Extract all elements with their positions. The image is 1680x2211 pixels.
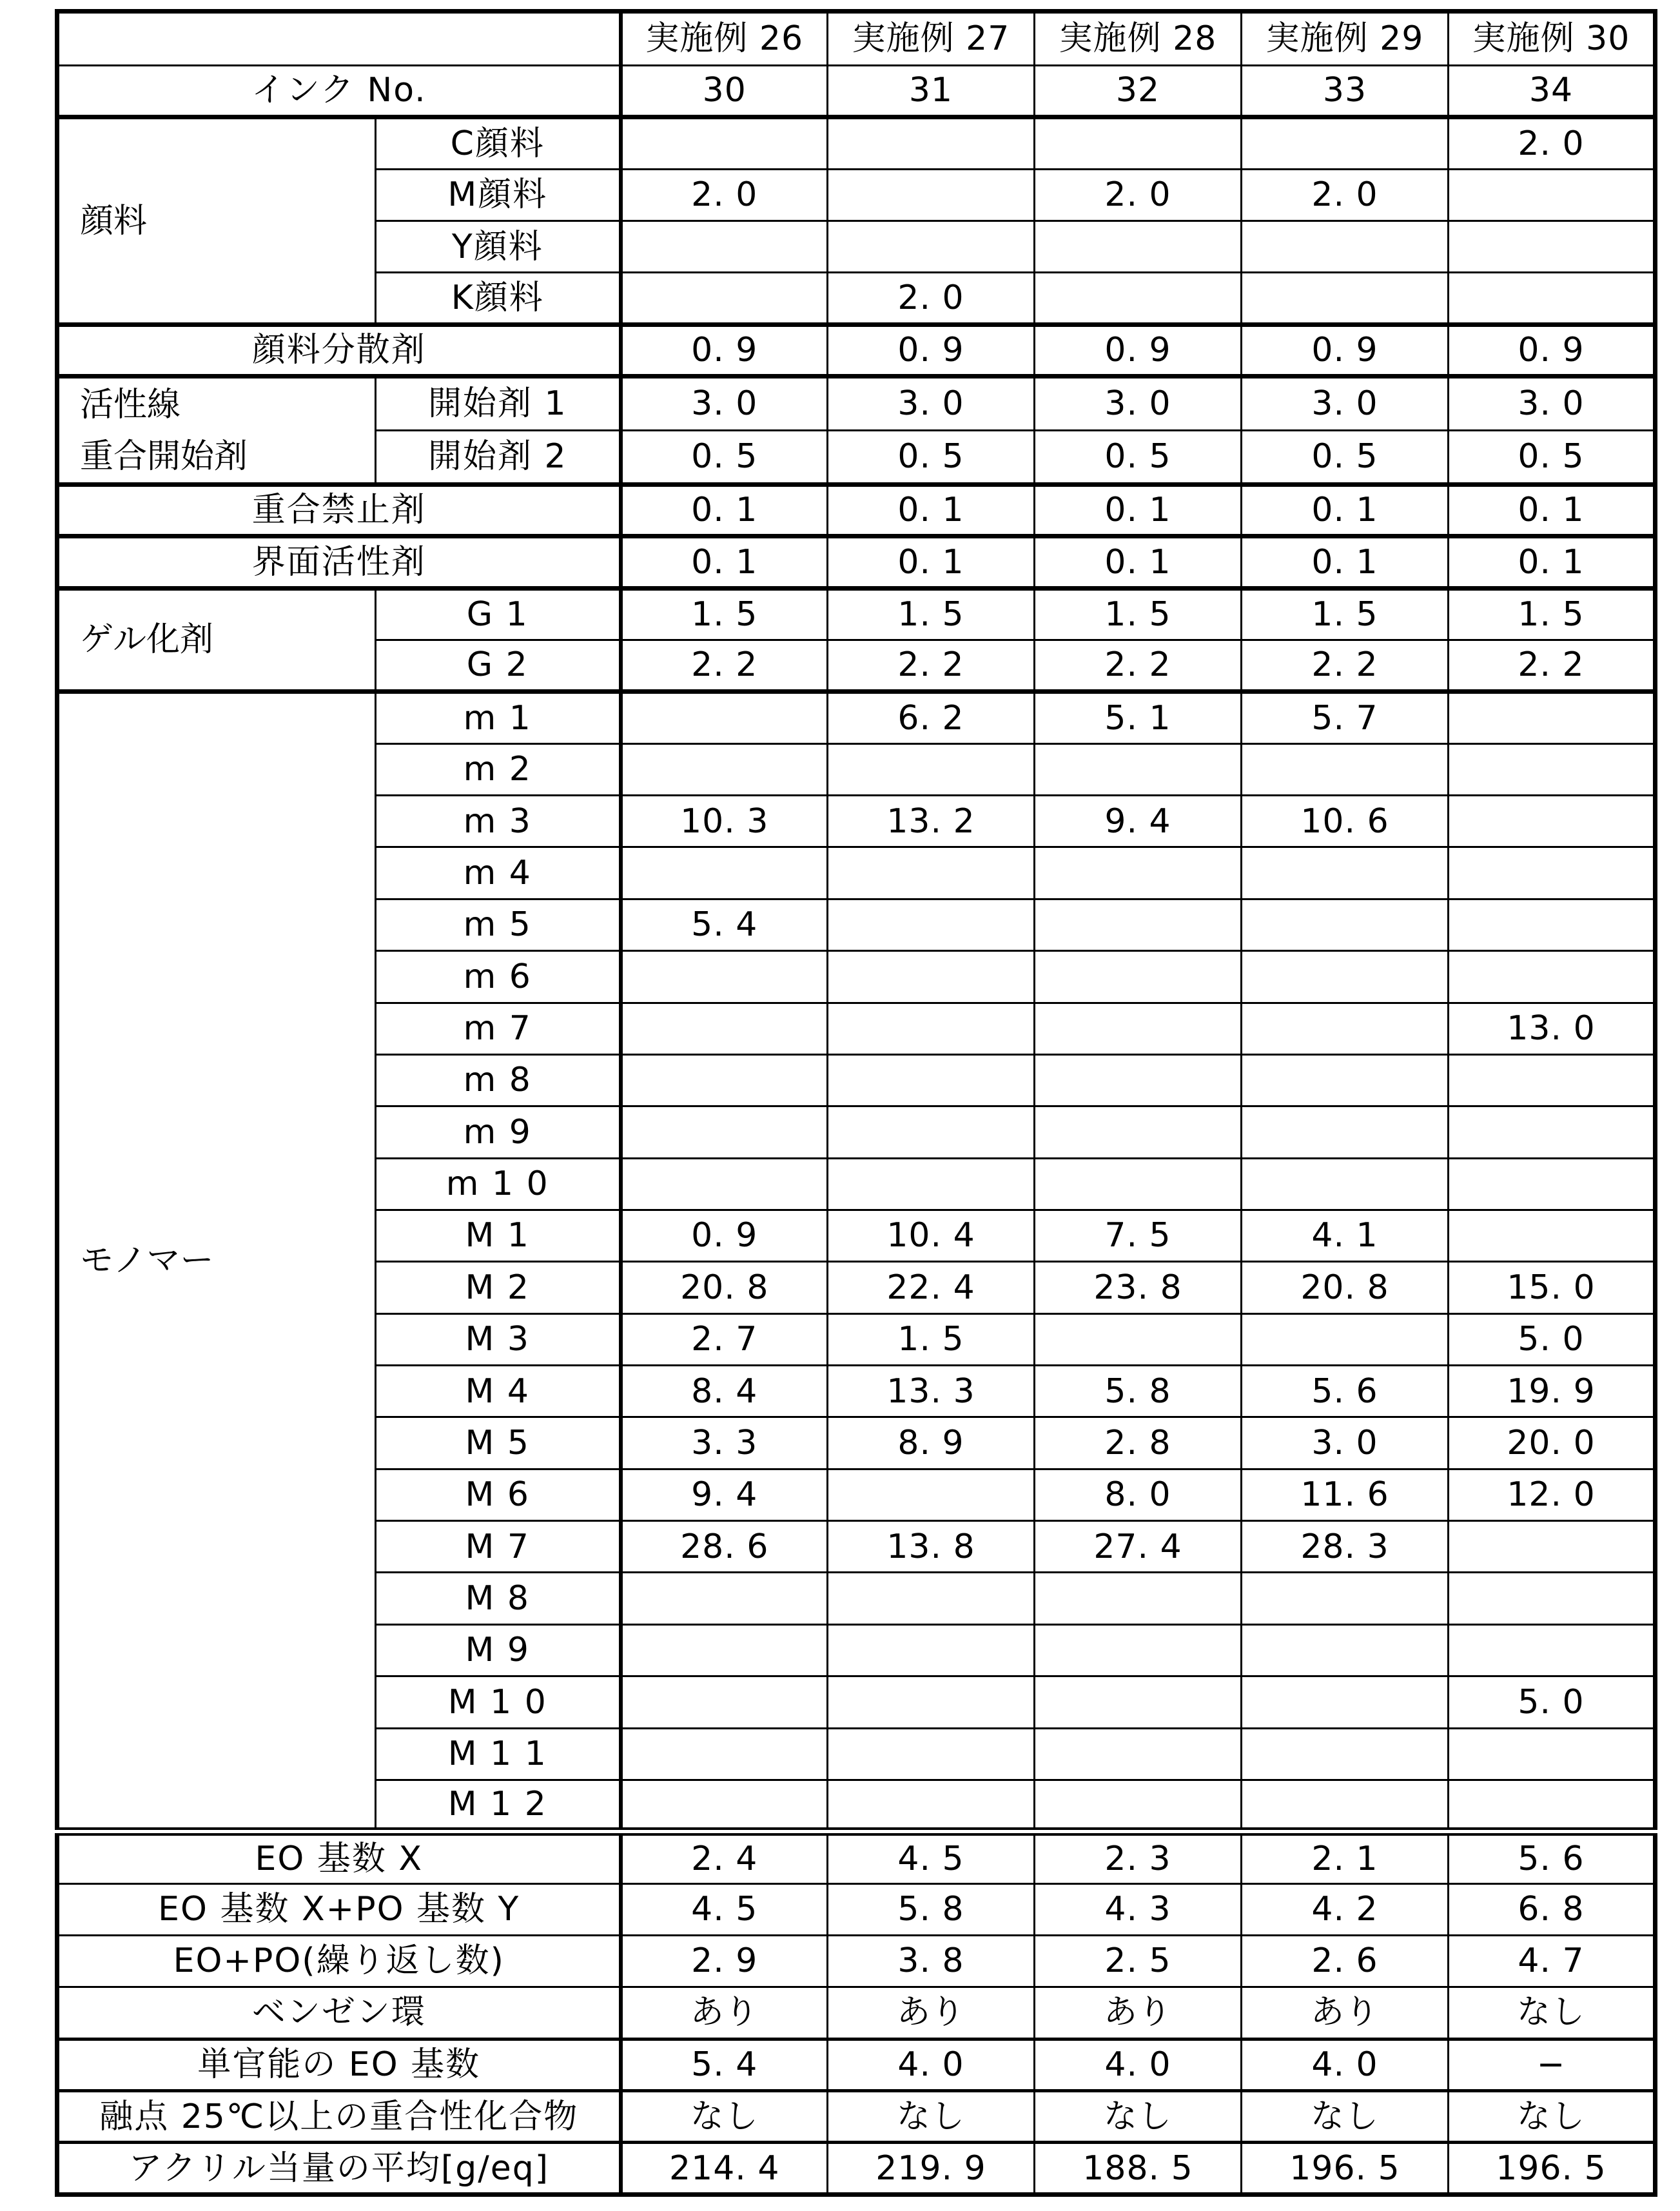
data-cell <box>621 951 828 1003</box>
data-cell <box>621 743 828 795</box>
data-cell <box>1242 1780 1449 1831</box>
data-cell: なし <box>621 2091 828 2143</box>
data-cell <box>621 1573 828 1624</box>
data-cell <box>828 1573 1035 1624</box>
data-cell: あり <box>1242 1987 1449 2039</box>
data-cell: 2. 9 <box>621 1935 828 1987</box>
data-cell: 9. 4 <box>1035 796 1242 847</box>
data-cell <box>1449 796 1656 847</box>
data-cell: 8. 9 <box>828 1417 1035 1469</box>
row-label: ベンゼン環 <box>57 1987 621 2039</box>
corner-cell <box>57 12 621 66</box>
data-cell: 0. 9 <box>828 324 1035 376</box>
row-group-label: 顔料 <box>57 117 376 324</box>
data-cell <box>1035 899 1242 950</box>
data-cell: あり <box>621 1987 828 2039</box>
data-cell <box>1242 221 1449 273</box>
table-row <box>57 324 1656 376</box>
data-cell <box>1035 273 1242 324</box>
data-cell: 4. 1 <box>1242 1210 1449 1261</box>
table-head <box>57 12 1656 66</box>
data-cell <box>1449 221 1656 273</box>
data-cell <box>1242 1158 1449 1210</box>
header-row <box>57 12 1656 66</box>
data-cell: 8. 0 <box>1035 1469 1242 1520</box>
data-cell <box>828 1780 1035 1831</box>
data-cell <box>621 273 828 324</box>
data-cell: 1. 5 <box>828 1313 1035 1365</box>
data-cell: 2. 2 <box>1242 640 1449 691</box>
data-cell <box>621 221 828 273</box>
data-cell: 5. 8 <box>1035 1366 1242 1417</box>
data-cell <box>1242 951 1449 1003</box>
data-cell: 10. 3 <box>621 796 828 847</box>
row-label: m 1 <box>376 692 621 743</box>
row-label: Y顔料 <box>376 221 621 273</box>
data-cell <box>621 1158 828 1210</box>
data-cell: 0. 1 <box>828 484 1035 536</box>
row-label: 融点 25℃以上の重合性化合物 <box>57 2091 621 2143</box>
data-cell <box>828 743 1035 795</box>
data-cell <box>1449 1210 1656 1261</box>
data-cell <box>1035 951 1242 1003</box>
data-cell <box>1035 1106 1242 1158</box>
data-cell: 10. 4 <box>828 1210 1035 1261</box>
data-cell <box>1242 1003 1449 1054</box>
data-cell <box>1035 117 1242 169</box>
data-cell: 0. 5 <box>1449 431 1656 485</box>
data-cell: 4. 5 <box>621 1883 828 1935</box>
data-cell <box>828 1728 1035 1780</box>
data-cell: 4. 2 <box>1242 1883 1449 1935</box>
data-cell: 0. 9 <box>1449 324 1656 376</box>
data-cell <box>1242 1676 1449 1728</box>
data-cell: 0. 1 <box>1242 484 1449 536</box>
data-cell: 13. 0 <box>1449 1003 1656 1054</box>
data-cell <box>1035 1158 1242 1210</box>
data-cell <box>828 1106 1035 1158</box>
data-cell: 2. 5 <box>1035 1935 1242 1987</box>
data-cell: 2. 4 <box>621 1832 828 1883</box>
data-cell: 2. 0 <box>1449 117 1656 169</box>
data-cell <box>1242 1573 1449 1624</box>
table-row <box>57 588 1656 640</box>
data-cell: 2. 3 <box>1035 1832 1242 1883</box>
data-cell: 22. 4 <box>828 1262 1035 1313</box>
data-cell <box>621 1106 828 1158</box>
data-cell: 3. 0 <box>828 377 1035 431</box>
data-cell: 3. 0 <box>1242 1417 1449 1469</box>
data-cell <box>1242 847 1449 899</box>
row-label: インク No. <box>57 66 621 117</box>
data-cell: 5. 4 <box>621 2039 828 2090</box>
row-label: M 8 <box>376 1573 621 1624</box>
table-row <box>57 377 1656 431</box>
data-cell: 188. 5 <box>1035 2143 1242 2195</box>
data-cell <box>1035 1054 1242 1106</box>
data-cell: なし <box>1035 2091 1242 2143</box>
data-cell: 11. 6 <box>1242 1469 1449 1520</box>
row-label: M 5 <box>376 1417 621 1469</box>
column-header: 実施例 29 <box>1242 12 1449 66</box>
data-cell: 2. 2 <box>1035 640 1242 691</box>
data-cell <box>1449 1780 1656 1831</box>
data-cell <box>828 1054 1035 1106</box>
data-cell <box>1449 847 1656 899</box>
data-cell: 7. 5 <box>1035 1210 1242 1261</box>
data-cell: 5. 6 <box>1449 1832 1656 1883</box>
data-cell: 4. 0 <box>1035 2039 1242 2090</box>
data-cell <box>1449 1728 1656 1780</box>
table-row <box>57 2091 1656 2143</box>
row-label: M顔料 <box>376 169 621 221</box>
data-cell: 0. 9 <box>1035 324 1242 376</box>
data-cell <box>621 1676 828 1728</box>
data-cell <box>1449 692 1656 743</box>
data-cell <box>1242 743 1449 795</box>
data-cell: 196. 5 <box>1449 2143 1656 2195</box>
data-cell <box>828 1469 1035 1520</box>
data-cell: 3. 0 <box>1035 377 1242 431</box>
data-cell <box>1242 1054 1449 1106</box>
table-row <box>57 2143 1656 2195</box>
row-label: M 1 <box>376 1210 621 1261</box>
data-cell: 23. 8 <box>1035 1262 1242 1313</box>
data-cell: 20. 8 <box>621 1262 828 1313</box>
data-cell <box>828 221 1035 273</box>
data-cell: 3. 3 <box>621 1417 828 1469</box>
data-cell <box>1449 899 1656 950</box>
row-label: m 5 <box>376 899 621 950</box>
row-label: 開始剤 1 <box>376 377 621 431</box>
data-cell <box>621 117 828 169</box>
row-label: EO 基数 X+PO 基数 Y <box>57 1883 621 1935</box>
data-cell <box>828 1158 1035 1210</box>
data-cell <box>1449 169 1656 221</box>
data-cell <box>1035 1780 1242 1831</box>
data-cell <box>828 1624 1035 1676</box>
data-cell: 2. 0 <box>621 169 828 221</box>
data-cell <box>828 847 1035 899</box>
data-cell <box>621 692 828 743</box>
data-cell: 15. 0 <box>1449 1262 1656 1313</box>
data-cell <box>1449 1158 1656 1210</box>
row-label: 重合禁止剤 <box>57 484 621 536</box>
row-label: m 9 <box>376 1106 621 1158</box>
data-cell: 196. 5 <box>1242 2143 1449 2195</box>
row-label: G 1 <box>376 588 621 640</box>
row-label: m 3 <box>376 796 621 847</box>
data-cell: 28. 6 <box>621 1521 828 1573</box>
data-cell: 0. 1 <box>1449 536 1656 588</box>
data-cell: 8. 4 <box>621 1366 828 1417</box>
data-cell: 0. 1 <box>1449 484 1656 536</box>
data-cell: 20. 8 <box>1242 1262 1449 1313</box>
data-cell: 1. 5 <box>1242 588 1449 640</box>
data-cell: なし <box>1449 2091 1656 2143</box>
data-cell <box>828 951 1035 1003</box>
data-cell: 214. 4 <box>621 2143 828 2195</box>
row-label: 単官能の EO 基数 <box>57 2039 621 2090</box>
data-cell: 3. 8 <box>828 1935 1035 1987</box>
data-cell: 6. 8 <box>1449 1883 1656 1935</box>
row-label: m 6 <box>376 951 621 1003</box>
table-body <box>57 66 1656 2195</box>
data-cell: 27. 4 <box>1035 1521 1242 1573</box>
row-label: アクリル当量の平均[g/eq] <box>57 2143 621 2195</box>
data-cell: 13. 3 <box>828 1366 1035 1417</box>
composition-table <box>55 9 1657 2197</box>
data-cell: 1. 5 <box>621 588 828 640</box>
data-cell: 2. 2 <box>828 640 1035 691</box>
row-group-label: モノマー <box>57 692 376 1832</box>
data-cell <box>1242 117 1449 169</box>
data-cell: 0. 9 <box>621 1210 828 1261</box>
data-cell: 1. 5 <box>828 588 1035 640</box>
data-cell <box>1035 1573 1242 1624</box>
row-label: 界面活性剤 <box>57 536 621 588</box>
data-cell: 5. 6 <box>1242 1366 1449 1417</box>
row-label: m 1 0 <box>376 1158 621 1210</box>
data-cell: 19. 9 <box>1449 1366 1656 1417</box>
data-cell <box>621 1624 828 1676</box>
data-cell: 10. 6 <box>1242 796 1449 847</box>
data-cell <box>621 1003 828 1054</box>
data-cell <box>1035 743 1242 795</box>
data-cell <box>1449 743 1656 795</box>
data-cell <box>621 1054 828 1106</box>
row-label: M 9 <box>376 1624 621 1676</box>
data-cell: 2. 0 <box>1242 169 1449 221</box>
data-cell <box>1035 1313 1242 1365</box>
data-cell: 3. 0 <box>1449 377 1656 431</box>
row-label: m 2 <box>376 743 621 795</box>
data-cell: 4. 0 <box>828 2039 1035 2090</box>
data-cell: 5. 0 <box>1449 1676 1656 1728</box>
table-row <box>57 117 1656 169</box>
row-label: m 4 <box>376 847 621 899</box>
data-cell <box>1242 1313 1449 1365</box>
row-label: K顔料 <box>376 273 621 324</box>
data-cell: 20. 0 <box>1449 1417 1656 1469</box>
data-cell: なし <box>1242 2091 1449 2143</box>
data-cell <box>621 1728 828 1780</box>
table-row <box>57 66 1656 117</box>
data-cell: 0. 5 <box>621 431 828 485</box>
data-cell: 3. 0 <box>621 377 828 431</box>
data-cell: 2. 0 <box>828 273 1035 324</box>
data-cell: 219. 9 <box>828 2143 1035 2195</box>
data-cell: なし <box>828 2091 1035 2143</box>
data-cell: 0. 5 <box>1035 431 1242 485</box>
column-header: 実施例 28 <box>1035 12 1242 66</box>
data-cell <box>1449 273 1656 324</box>
data-cell <box>1449 1106 1656 1158</box>
data-cell: 3. 0 <box>1242 377 1449 431</box>
data-cell: 0. 1 <box>1242 536 1449 588</box>
row-label: M 1 1 <box>376 1728 621 1780</box>
data-cell: 0. 5 <box>828 431 1035 485</box>
data-cell: 32 <box>1035 66 1242 117</box>
data-cell: 5. 1 <box>1035 692 1242 743</box>
row-label: M 3 <box>376 1313 621 1365</box>
data-cell: 0. 1 <box>1035 484 1242 536</box>
row-label: 開始剤 2 <box>376 431 621 485</box>
table-row <box>57 484 1656 536</box>
table-row <box>57 1832 1656 1883</box>
table-row <box>57 692 1656 743</box>
data-cell <box>1242 1624 1449 1676</box>
row-label: M 4 <box>376 1366 621 1417</box>
table-row <box>57 1883 1656 1935</box>
data-cell: あり <box>828 1987 1035 2039</box>
data-cell: 2. 6 <box>1242 1935 1449 1987</box>
data-cell: 34 <box>1449 66 1656 117</box>
data-cell <box>1449 1573 1656 1624</box>
row-label: G 2 <box>376 640 621 691</box>
data-cell <box>828 1676 1035 1728</box>
row-label: M 2 <box>376 1262 621 1313</box>
data-cell: 2. 2 <box>1449 640 1656 691</box>
table-row <box>57 536 1656 588</box>
data-cell <box>1035 1676 1242 1728</box>
data-cell: 28. 3 <box>1242 1521 1449 1573</box>
column-header: 実施例 27 <box>828 12 1035 66</box>
table-row <box>57 1987 1656 2039</box>
data-cell: 2. 8 <box>1035 1417 1242 1469</box>
data-cell: 0. 9 <box>1242 324 1449 376</box>
data-cell: 4. 7 <box>1449 1935 1656 1987</box>
data-cell <box>828 169 1035 221</box>
data-cell <box>621 847 828 899</box>
data-cell: 30 <box>621 66 828 117</box>
data-cell: 5. 8 <box>828 1883 1035 1935</box>
data-cell: 2. 2 <box>621 640 828 691</box>
row-label: M 6 <box>376 1469 621 1520</box>
table-row <box>57 2039 1656 2090</box>
data-cell: 5. 7 <box>1242 692 1449 743</box>
data-cell <box>1035 221 1242 273</box>
data-cell: 0. 1 <box>1035 536 1242 588</box>
column-header: 実施例 26 <box>621 12 828 66</box>
data-cell: 0. 1 <box>621 536 828 588</box>
data-cell: 4. 0 <box>1242 2039 1449 2090</box>
data-cell: 31 <box>828 66 1035 117</box>
row-group-label: 活性線 重合開始剤 <box>57 377 376 485</box>
row-group-label: ゲル化剤 <box>57 588 376 692</box>
data-cell <box>1242 1106 1449 1158</box>
row-label: M 1 0 <box>376 1676 621 1728</box>
row-label: M 1 2 <box>376 1780 621 1831</box>
data-cell: 1. 5 <box>1035 588 1242 640</box>
data-cell <box>621 1780 828 1831</box>
data-cell: 12. 0 <box>1449 1469 1656 1520</box>
row-label: m 7 <box>376 1003 621 1054</box>
data-cell: 0. 9 <box>621 324 828 376</box>
data-cell <box>1449 1054 1656 1106</box>
data-cell <box>1449 951 1656 1003</box>
data-cell <box>1035 847 1242 899</box>
data-cell: 5. 0 <box>1449 1313 1656 1365</box>
data-cell: なし <box>1449 1987 1656 2039</box>
data-cell: 2. 1 <box>1242 1832 1449 1883</box>
row-label: EO 基数 X <box>57 1832 621 1883</box>
data-cell <box>1449 1521 1656 1573</box>
row-label: EO+PO(繰り返し数) <box>57 1935 621 1987</box>
data-cell <box>828 1003 1035 1054</box>
data-cell: 5. 4 <box>621 899 828 950</box>
data-cell <box>1035 1003 1242 1054</box>
data-cell: 4. 3 <box>1035 1883 1242 1935</box>
row-label: C顔料 <box>376 117 621 169</box>
data-cell: 6. 2 <box>828 692 1035 743</box>
data-cell: − <box>1449 2039 1656 2090</box>
column-header: 実施例 30 <box>1449 12 1656 66</box>
data-cell: 0. 1 <box>621 484 828 536</box>
data-cell: 13. 2 <box>828 796 1035 847</box>
row-label: m 8 <box>376 1054 621 1106</box>
data-cell <box>1242 1728 1449 1780</box>
data-cell: あり <box>1035 1987 1242 2039</box>
data-cell <box>1035 1624 1242 1676</box>
table-row <box>57 1935 1656 1987</box>
data-cell: 33 <box>1242 66 1449 117</box>
data-cell <box>1242 273 1449 324</box>
data-cell <box>1035 1728 1242 1780</box>
row-label: M 7 <box>376 1521 621 1573</box>
data-cell <box>828 117 1035 169</box>
data-cell <box>1242 899 1449 950</box>
data-cell: 0. 5 <box>1242 431 1449 485</box>
data-cell: 4. 5 <box>828 1832 1035 1883</box>
data-cell: 13. 8 <box>828 1521 1035 1573</box>
data-cell: 2. 0 <box>1035 169 1242 221</box>
data-cell <box>828 899 1035 950</box>
data-cell: 9. 4 <box>621 1469 828 1520</box>
data-cell: 1. 5 <box>1449 588 1656 640</box>
data-cell: 2. 7 <box>621 1313 828 1365</box>
data-cell: 0. 1 <box>828 536 1035 588</box>
row-label: 顔料分散剤 <box>57 324 621 376</box>
data-cell <box>1449 1624 1656 1676</box>
